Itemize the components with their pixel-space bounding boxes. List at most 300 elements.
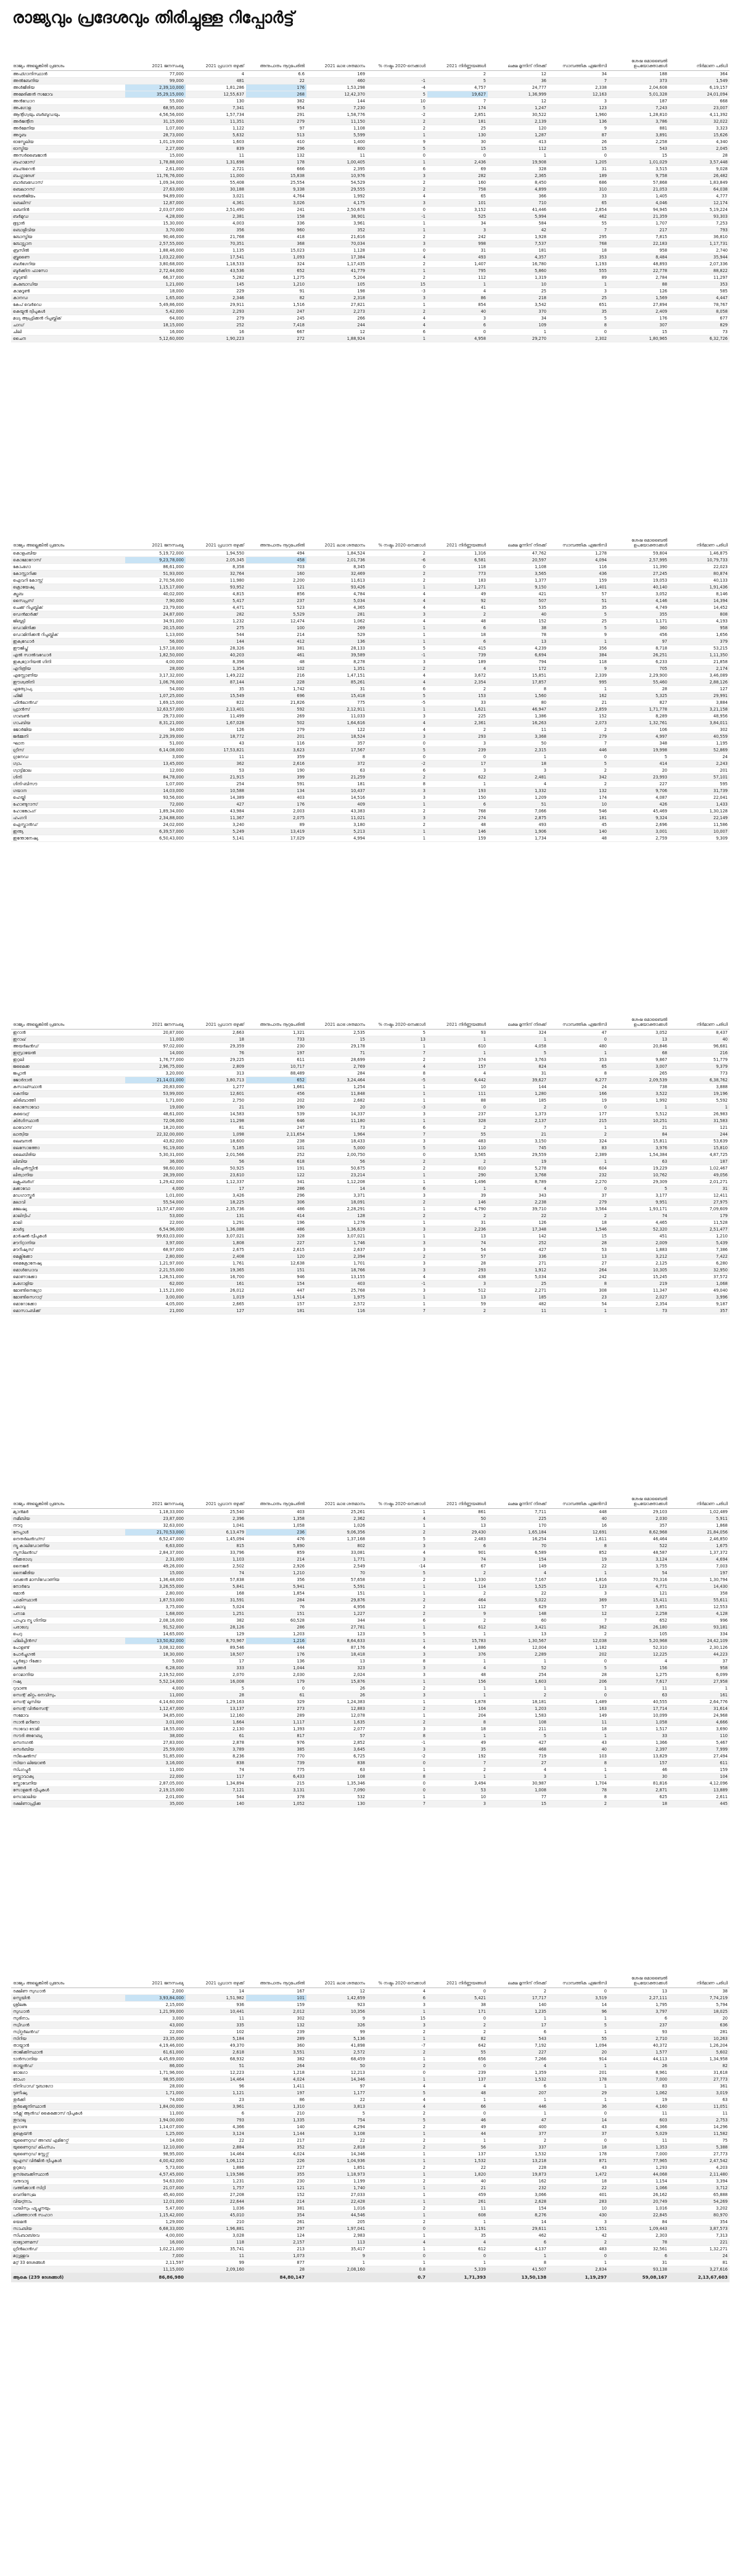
value-cell: 6	[367, 1186, 427, 1192]
value-cell: 2,549	[306, 1563, 367, 1570]
value-cell: 8	[367, 1658, 427, 1665]
value-cell: 121	[246, 584, 306, 591]
country-name-cell: അമേരിക്കൻ സമോവ	[11, 91, 125, 98]
table-row	[11, 1308, 730, 1315]
value-cell: 739	[427, 652, 488, 659]
value-cell: 239	[427, 747, 488, 754]
value-cell: 1	[367, 638, 427, 645]
value-cell: 13	[427, 1522, 488, 1529]
value-cell: 5,185	[186, 1145, 246, 1152]
value-cell: 53	[548, 1247, 609, 1253]
value-cell: 73	[306, 1125, 367, 1131]
table-row	[11, 828, 730, 835]
value-cell: 20,87,000	[125, 1030, 186, 1036]
value-cell: 6,277	[548, 1077, 609, 1084]
value-cell: 265	[609, 1070, 669, 1077]
value-cell: 1,275	[246, 275, 306, 281]
country-name-cell: കൊമോറോസ്	[11, 557, 125, 564]
value-cell: 14,452	[669, 605, 730, 611]
value-cell: 770	[246, 1753, 306, 1760]
value-cell: -4	[367, 85, 427, 91]
value-cell: 11,528	[669, 1220, 730, 1226]
value-cell: 24	[669, 2253, 730, 2260]
value-cell: 4,137	[488, 2246, 548, 2253]
value-cell: 264	[548, 1267, 609, 1274]
value-cell: 0	[367, 2226, 427, 2232]
value-cell: 9,150	[488, 584, 548, 591]
value-cell: 1,386	[488, 713, 548, 720]
country-name-cell: സാൻ മറീനോ	[11, 1719, 125, 1726]
value-cell: 7,000	[609, 2076, 669, 2083]
value-cell: 1,062	[306, 618, 367, 625]
table-row	[11, 1617, 730, 1624]
value-cell: 16,000	[125, 329, 186, 336]
country-name-cell: കിർഗിസ്ഥാൻ	[11, 1118, 125, 1125]
value-cell: 5,30,31,000	[125, 1152, 186, 1158]
column-header: 2021 പ്രധാന ഒഴുക്ക്	[186, 1480, 246, 1509]
value-cell: 2,34,88,000	[125, 815, 186, 822]
value-cell: 61,61,000	[125, 2049, 186, 2056]
value-cell: 11	[186, 2015, 246, 2022]
column-header: ശേഷ മൊബൈൽ ഉപയോക്താക്കൾ	[609, 1959, 669, 1988]
value-cell: 104	[427, 1706, 488, 1712]
column-header: 2021 ജനസംഖ്യ	[125, 1959, 186, 1988]
value-cell: 8	[427, 1719, 488, 1726]
value-cell: 1,400	[306, 139, 367, 146]
table-row	[11, 1158, 730, 1165]
value-cell: 2,57,55,000	[125, 241, 186, 247]
value-cell: 3,93,84,000	[125, 1995, 186, 2002]
value-cell: -6	[367, 557, 427, 564]
table-row	[11, 2076, 730, 2083]
country-name-cell: മാലിദ്വീപ്	[11, 1213, 125, 1220]
value-cell: 97	[609, 638, 669, 645]
value-cell: 1,36,999	[488, 91, 548, 98]
report-table	[11, 1959, 730, 2282]
value-cell: 19,053	[609, 577, 669, 584]
value-cell: 1	[367, 2036, 427, 2042]
country-name-cell: ലെബനൻ	[11, 1138, 125, 1145]
table-row	[11, 1274, 730, 1281]
value-cell: 15,30,000	[125, 220, 186, 227]
table-row	[11, 638, 730, 645]
value-cell: 3,21,158	[669, 706, 730, 713]
value-cell: 109	[488, 322, 548, 329]
value-cell: 55	[548, 2036, 609, 2042]
value-cell: 1,30,794	[669, 1577, 730, 1583]
value-cell: 1,532	[488, 2151, 548, 2158]
value-cell: 2,073	[548, 720, 609, 727]
value-cell: 48	[427, 822, 488, 828]
value-cell: 1,203	[488, 1706, 548, 1712]
value-cell: 337	[488, 2144, 548, 2151]
value-cell: 3	[367, 1665, 427, 1672]
value-cell: 8,289	[609, 713, 669, 720]
country-name-cell: സെന്റ് ലൂസിയ	[11, 1699, 125, 1706]
value-cell: 800	[306, 146, 367, 152]
value-cell: 40	[427, 2178, 488, 2185]
value-cell: 70,316	[609, 1577, 669, 1583]
value-cell: 83	[548, 1145, 609, 1152]
value-cell: 110	[427, 1145, 488, 1152]
value-cell: 93	[609, 2029, 669, 2036]
value-cell: 28	[548, 1672, 609, 1678]
value-cell: 1,546	[548, 1226, 609, 1233]
table-row	[11, 605, 730, 611]
value-cell: 1	[548, 2083, 609, 2090]
value-cell: 1,49,222	[186, 672, 246, 679]
value-cell: 6	[609, 2015, 669, 2022]
value-cell: 11,298	[186, 1118, 246, 1125]
country-name-cell: ഫിജി	[11, 693, 125, 700]
value-cell: 24	[669, 754, 730, 761]
column-header: ലക്ഷ മൂന്നിന് നിരക്ക്	[488, 521, 548, 550]
value-cell: 5	[367, 747, 427, 754]
value-cell: 1	[367, 1179, 427, 1186]
value-cell: 151	[306, 1590, 367, 1597]
value-cell: 11	[186, 152, 246, 159]
value-cell: 10,099	[609, 1712, 669, 1719]
value-cell: 1,433	[669, 801, 730, 808]
value-cell: 5,439	[669, 1240, 730, 1247]
value-cell: 1,21,99,000	[125, 2008, 186, 2015]
table-row	[11, 146, 730, 152]
value-cell: 1,89,34,000	[125, 808, 186, 815]
value-cell: 20	[609, 767, 669, 774]
value-cell: 4,997	[609, 733, 669, 740]
value-cell: 7,000	[125, 2253, 186, 2260]
value-cell: 651	[548, 302, 609, 308]
value-cell: 2,15,000	[125, 2002, 186, 2008]
value-cell: 3	[548, 2219, 609, 2226]
table-row	[11, 1281, 730, 1287]
value-cell: 18,20,000	[125, 1125, 186, 1131]
country-name-cell: സോളമൻ ദ്വീപുകൾ	[11, 1787, 125, 1794]
value-cell: -5	[367, 700, 427, 706]
value-cell: 245	[246, 315, 306, 322]
column-header: 2021 നിർണ്ണയങ്ങൾ	[427, 521, 488, 550]
value-cell: 2	[367, 1685, 427, 1692]
table-row	[11, 727, 730, 733]
value-cell: 146	[427, 1199, 488, 1206]
country-name-cell: ഈശ്വതിനി	[11, 679, 125, 686]
value-cell: 4,146	[609, 598, 669, 605]
value-cell: 227	[246, 2165, 306, 2171]
value-cell: 539	[246, 1111, 306, 1118]
value-cell: 43,383	[306, 808, 367, 815]
table-row	[11, 2144, 730, 2151]
value-cell: 161	[669, 1692, 730, 1699]
value-cell: 1,11,350	[669, 652, 730, 659]
value-cell: 1	[367, 828, 427, 835]
value-cell: 86	[246, 2097, 306, 2103]
value-cell: 4,160	[609, 2103, 669, 2110]
value-cell: 3,851	[609, 1604, 669, 1611]
value-cell: 9,06,356	[306, 1529, 367, 1536]
value-cell: 4	[367, 672, 427, 679]
value-cell: 4,28,000	[125, 213, 186, 220]
value-cell: 103	[548, 1753, 609, 1760]
value-cell: 2,157	[246, 2239, 306, 2246]
value-cell: 710	[488, 200, 548, 207]
value-cell: 282	[427, 173, 488, 180]
value-cell: 70	[306, 1570, 367, 1577]
value-cell: 172	[488, 666, 548, 672]
value-cell: 239	[427, 2070, 488, 2076]
value-cell: 57,868	[609, 180, 669, 186]
value-cell: 1,868	[669, 1522, 730, 1529]
value-cell: 3,108	[306, 2131, 367, 2137]
value-cell: 5,282	[186, 275, 246, 281]
value-cell: 2,137	[488, 1118, 548, 1125]
value-cell: 295	[548, 234, 609, 241]
country-name-cell: ഡെൻമാർക്ക്	[11, 611, 125, 618]
value-cell: 861	[427, 1509, 488, 1516]
table-row	[11, 2260, 730, 2266]
value-cell: 18,30,000	[125, 1651, 186, 1658]
value-cell: 14	[186, 1988, 246, 1995]
value-cell: 2	[367, 1529, 427, 1536]
value-cell: 4	[367, 1516, 427, 1522]
value-cell: 6.6	[246, 71, 306, 78]
value-cell: 430	[548, 2212, 609, 2219]
value-cell: 137	[427, 2076, 488, 2083]
value-cell: 4,666	[669, 1719, 730, 1726]
total-value: 59,08,167	[609, 2273, 669, 2282]
table-row	[11, 550, 730, 557]
value-cell: 178	[548, 2076, 609, 2083]
country-name-cell: തുർക്ക്മെനിസ്ഥാൻ	[11, 2103, 125, 2110]
country-name-cell: ബെലാറസ്	[11, 186, 125, 193]
value-cell: 6,52,47,000	[125, 1536, 186, 1543]
value-cell: 111	[427, 1091, 488, 1097]
value-cell: 3,066	[488, 2192, 548, 2198]
value-cell: 18,766	[306, 1267, 367, 1274]
country-name-cell: പനാമ	[11, 1611, 125, 1617]
value-cell: 12,174	[669, 200, 730, 207]
country-name-cell: എസ്റ്റോണിയ	[11, 672, 125, 679]
value-cell: 65	[427, 193, 488, 200]
value-cell: 1,026	[306, 1522, 367, 1529]
value-cell: 43	[548, 1740, 609, 1746]
value-cell: 48	[548, 835, 609, 842]
value-cell: 159	[548, 577, 609, 584]
value-cell: 4	[367, 2083, 427, 2090]
value-cell: 2,346	[186, 295, 246, 302]
value-cell: 4,87,725	[669, 1152, 730, 1158]
value-cell: 7,090	[306, 1787, 367, 1794]
value-cell: 189	[427, 659, 488, 666]
value-cell: 153	[427, 693, 488, 700]
value-cell: 177	[548, 1111, 609, 1118]
value-cell: 3,888	[669, 1084, 730, 1091]
table-row	[11, 611, 730, 618]
value-cell: 9	[306, 2253, 367, 2260]
value-cell: 1,78,88,000	[125, 159, 186, 166]
value-cell: 336	[246, 220, 306, 227]
value-cell: 0	[548, 329, 609, 336]
value-cell: 54	[609, 1570, 669, 1577]
value-cell: 2,11,597	[125, 2260, 186, 2266]
value-cell: 2,125	[609, 1260, 669, 1267]
value-cell: 8	[548, 322, 609, 329]
value-cell: 10,441	[186, 2008, 246, 2015]
value-cell: 6,38,762	[669, 1077, 730, 1084]
value-cell: 3	[427, 740, 488, 747]
value-cell: 21,84,056	[669, 1529, 730, 1536]
value-cell: 2,57,995	[609, 557, 669, 564]
value-cell: 97	[246, 125, 306, 132]
table-row	[11, 754, 730, 761]
value-cell: 29,103	[609, 1509, 669, 1516]
value-cell: 26	[306, 1692, 367, 1699]
table-row	[11, 1152, 730, 1158]
country-name-cell: ഗ്രീസ്	[11, 747, 125, 754]
value-cell: 7	[488, 1125, 548, 1131]
value-cell: 5	[367, 1631, 427, 1638]
value-cell: 2,665	[186, 1301, 246, 1308]
value-cell: 1,816	[548, 1577, 609, 1583]
value-cell: 9	[548, 125, 609, 132]
value-cell: 11,586	[669, 822, 730, 828]
value-cell: 1	[367, 1043, 427, 1050]
value-cell: 1,02,467	[669, 1165, 730, 1172]
value-cell: 21,768	[186, 234, 246, 241]
value-cell: 12,213	[306, 2070, 367, 2076]
value-cell: 54,000	[125, 686, 186, 693]
value-cell: 27,781	[306, 1624, 367, 1631]
value-cell: 15,626	[669, 132, 730, 139]
value-cell: 336	[488, 1253, 548, 1260]
value-cell: 232	[488, 2185, 548, 2192]
value-cell: 5	[609, 1186, 669, 1192]
value-cell: 2,027	[609, 1294, 669, 1301]
value-cell: 421	[488, 591, 548, 598]
value-cell: 24,968	[669, 1712, 730, 1719]
table-row	[11, 1097, 730, 1104]
value-cell: 2	[427, 611, 488, 618]
value-cell: 198	[306, 288, 367, 295]
country-name-cell: ഇന്തോനേഷ്യ	[11, 835, 125, 842]
value-cell: 17	[427, 761, 488, 767]
value-cell: 22	[548, 2185, 609, 2192]
value-cell: 187	[609, 98, 669, 105]
table-row	[11, 1172, 730, 1179]
table-row	[11, 1509, 730, 1516]
value-cell: 18	[488, 761, 548, 767]
table-row	[11, 1516, 730, 1522]
value-cell: 31	[609, 2260, 669, 2266]
table-row	[11, 118, 730, 125]
value-cell: 4,447	[669, 295, 730, 302]
value-cell: 2,01,566	[186, 1152, 246, 1158]
value-cell: 97	[306, 2083, 367, 2090]
value-cell: 18,433	[306, 1138, 367, 1145]
value-cell: 33	[548, 193, 609, 200]
value-cell: 6,694	[488, 652, 548, 659]
value-cell: 2	[427, 1570, 488, 1577]
value-cell: 21,70,53,000	[125, 1529, 186, 1536]
country-name-cell: ആന്റിഗ്വയും ബർബുഡയും	[11, 112, 125, 118]
value-cell: 18,524	[306, 733, 367, 740]
table-row	[11, 1267, 730, 1274]
value-cell: 364	[669, 71, 730, 78]
value-cell: 18	[186, 1036, 246, 1043]
value-cell: 522	[609, 1543, 669, 1550]
table-row	[11, 1104, 730, 1111]
value-cell: 5,19,224	[669, 207, 730, 213]
value-cell: 53	[427, 1787, 488, 1794]
value-cell: 1,90,223	[186, 336, 246, 342]
value-cell: 3,672	[427, 672, 488, 679]
value-cell: 144	[186, 638, 246, 645]
value-cell: 16,254	[488, 1536, 548, 1543]
country-name-cell: സെന്റ് വിൻസെന്റ്	[11, 1706, 125, 1712]
country-name-cell: സിയറ ലിയോൺ	[11, 1760, 125, 1767]
value-cell: 25,59,000	[125, 1746, 186, 1753]
value-cell: 7	[367, 1050, 427, 1057]
value-cell: 206	[548, 1678, 609, 1685]
value-cell: 1,47,151	[306, 672, 367, 679]
value-cell: 1,489	[548, 1699, 609, 1706]
value-cell: 0	[548, 1988, 609, 1995]
value-cell: 1,280	[488, 1091, 548, 1097]
country-name-cell: വാലിസും ഫ്യൂച്ചൂനയും	[11, 2205, 125, 2212]
value-cell: 268	[246, 91, 306, 98]
value-cell: 1	[548, 2260, 609, 2266]
value-cell: 22	[548, 1563, 609, 1570]
value-cell: 4	[367, 2097, 427, 2103]
value-cell: 60	[488, 1617, 548, 1624]
country-name-cell: മ്യാൻമർ	[11, 1509, 125, 1516]
value-cell: 7	[548, 78, 609, 85]
value-cell: 3,623	[246, 747, 306, 754]
value-cell: 2,809	[186, 1063, 246, 1070]
value-cell: 22,183	[609, 241, 669, 247]
value-cell: 22,778	[609, 268, 669, 275]
table-row	[11, 1091, 730, 1097]
value-cell: 18	[548, 1220, 609, 1226]
value-cell: 1	[367, 2192, 427, 2198]
value-cell: 4	[367, 322, 427, 329]
value-cell: 40,203	[186, 652, 246, 659]
value-cell: 4,203	[669, 2165, 730, 2171]
value-cell: 34	[427, 220, 488, 227]
value-cell: 1,82,50,000	[125, 652, 186, 659]
table-row	[11, 2185, 730, 2192]
value-cell: 3,08,32,000	[125, 1645, 186, 1651]
column-header: രാജ്യം അല്ലെങ്കിൽ പ്രദേശം	[11, 1001, 125, 1030]
value-cell: 88	[609, 281, 669, 288]
value-cell: 1,65,184	[488, 1529, 548, 1536]
value-cell: 0	[367, 1760, 427, 1767]
value-cell: 3,57,448	[669, 159, 730, 166]
table-row	[11, 1638, 730, 1645]
country-name-cell: സാംബിയ	[11, 2226, 125, 2232]
value-cell: 1,09,443	[609, 2226, 669, 2232]
value-cell: 28,000	[125, 2083, 186, 2090]
value-cell: 101	[427, 200, 488, 207]
value-cell: 5,20,968	[609, 1638, 669, 1645]
value-cell: 20,15,000	[125, 625, 186, 632]
value-cell: 1,058	[609, 1719, 669, 1726]
total-value	[306, 2273, 367, 2282]
value-cell: 64,000	[125, 315, 186, 322]
value-cell: 2	[367, 2124, 427, 2131]
value-cell: 47,762	[488, 550, 548, 557]
value-cell: 2	[367, 822, 427, 828]
value-cell: 142	[488, 1233, 548, 1240]
